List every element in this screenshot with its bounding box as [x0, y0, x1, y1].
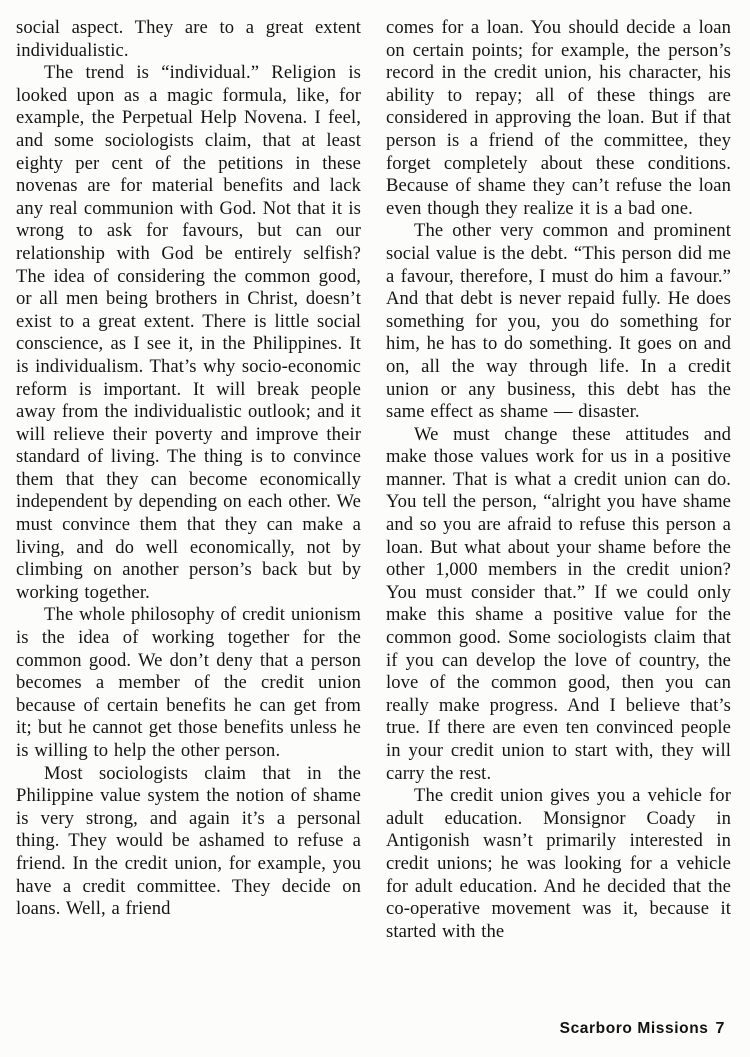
paragraph: Most sociologists claim that in the Philippine value system the notion of shame is very strong, and again it’s a personal thing. They would be ashamed to refuse a friend. In the credit union, for example, you have a credit committee. They decide on loans. Well, a friend — [16, 762, 361, 920]
right-column — [386, 17, 731, 1017]
paragraph: The trend is “individual.” Religion is looked upon as a magic formula, like, for example, the Perpetual Help Novena. I feel, and some sociologists claim, that at least eighty per cent of the petitions in these novenas are for material benefits and lack any real communion with God. Not that it is wrong to ask for favours, but can our relationship with God be entirely selfish? The idea of considering the common good, or all men being brothers in Christ, doesn’t exist to a great extent. There is little social conscience, as I see it, in the Philippines. It is individualism. That’s why socio-economic reform is important. It will break people away from the individualistic outlook; and it will relieve their poverty and improve their standard of living. The thing is to convince them that they can become economically independent by depending on each other. We must convince them that they can make a living, and do well economically, not by climbing on another person’s back but by working together. — [16, 62, 361, 603]
page-footer — [560, 1020, 725, 1038]
paragraph: The other very common and prominent social value is the debt. “This person did me a favour, therefore, I must do him a favour.” And that debt is never repaid fully. He does something for you, you do something for him, he has to do something. It goes on and on, all the way through life. In a credit union or any business, this debt has the same effect as shame — disaster. — [386, 220, 731, 423]
paragraph: The credit union gives you a vehicle for adult education. Monsignor Coady in Antigonish wasn’t primarily interested in credit unions; he was looking for a vehicle for adult education. And he decided that the co-operative movement was it, because it started with the — [386, 785, 731, 942]
magazine-title: Scarboro Missions — [559, 1020, 709, 1037]
page-number: 7 — [715, 1020, 725, 1037]
left-column — [16, 17, 361, 1017]
paragraph: comes for a loan. You should decide a loan on certain points; for example, the person’s record in the credit union, his character, his ability to repay; all of these things are considered in approving the loan. But if that person is a friend of the committee, they forget completely about these conditions. Because of shame they can’t refuse the loan even though they realize it is a bad one. — [386, 17, 731, 219]
paragraph: social aspect. They are to a great extent individualistic. — [16, 17, 361, 61]
paragraph: The whole philosophy of credit unionism is the idea of working together for the common good. We don’t deny that a person becomes a member of the credit union because of certain benefits he can get from it; but he cannot get those benefits unless he is willing to help the other person. — [16, 604, 361, 761]
paragraph: We must change these attitudes and make those values work for us in a positive manner. That is what a credit union can do. You tell the person, “alright you have shame and so you are afraid to refuse this person a loan. But what about your shame before the other 1,000 members in the credit union? You must consider that.” If we could only make this shame a positive value for the common good. Some sociologists claim that if you can develop the love of country, the love of the common good, then you can really make progress. And I believe that’s true. If there are even ten convinced people in your credit union to start with, they will carry the rest. — [386, 423, 731, 784]
